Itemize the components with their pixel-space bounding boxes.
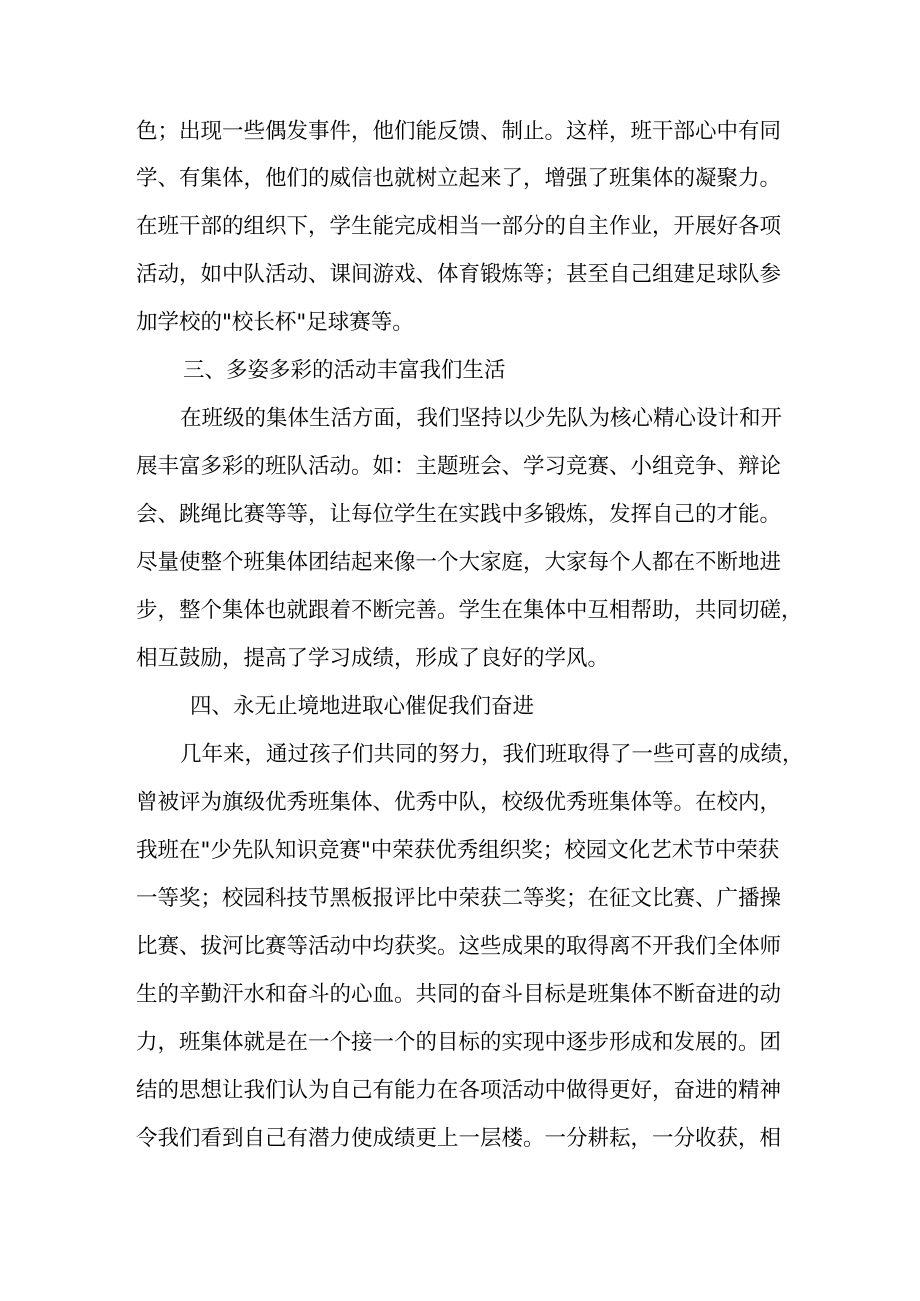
text-line: 令我们看到自己有潜力使成绩更上一层楼。一分耕耘，一分收获，相: [136, 1126, 782, 1151]
text-line: 活动，如中队活动、课间游戏、体育锻炼等；甚至自己组建足球队参: [136, 262, 782, 287]
text-line: 曾被评为旗级优秀班集体、优秀中队，校级优秀班集体等。在校内，: [136, 790, 782, 815]
text-line: 步，整个集体也就跟着不断完善。学生在集体中互相帮助，共同切磋，: [136, 598, 803, 623]
section-heading: 四、永无止境地进取心催促我们奋进: [190, 694, 535, 719]
text-line: 一等奖；校园科技节黑板报评比中荣获二等奖；在征文比赛、广播操: [136, 886, 782, 911]
text-line: 比赛、拔河比赛等活动中均获奖。这些成果的取得离不开我们全体师: [136, 934, 782, 959]
text-line: 学、有集体，他们的威信也就树立起来了，增强了班集体的凝聚力。: [136, 166, 782, 191]
text-line: 我班在"少先队知识竞赛"中荣获优秀组织奖；校园文化艺术节中荣获: [136, 838, 780, 863]
text-line: 相互鼓励，提高了学习成绩，形成了良好的学风。: [136, 646, 610, 671]
text-line: 力，班集体就是在一个接一个的目标的实现中逐步形成和发展的。团: [136, 1030, 782, 1055]
text-line: 色；出现一些偶发事件，他们能反馈、制止。这样，班干部心中有同: [136, 119, 782, 144]
section-heading: 三、多姿多彩的活动丰富我们生活: [183, 358, 506, 383]
text-line: 会、跳绳比赛等等，让每位学生在实践中多锻炼，发挥自己的才能。: [136, 502, 782, 527]
text-line: 在班干部的组织下，学生能完成相当一部分的自主作业，开展好各项: [136, 214, 782, 239]
text-line: 生的辛勤汗水和奋斗的心血。共同的奋斗目标是班集体不断奋进的动: [136, 982, 782, 1007]
text-line: 在班级的集体生活方面，我们坚持以少先队为核心精心设计和开: [180, 406, 783, 431]
text-line: 展丰富多彩的班队活动。如：主题班会、学习竞赛、小组竞争、辩论: [136, 454, 782, 479]
text-line: 尽量使整个班集体团结起来像一个大家庭，大家每个人都在不断地进: [136, 550, 782, 575]
text-line: 加学校的"校长杯"足球赛等。: [136, 310, 414, 335]
text-line: 几年来，通过孩子们共同的努力，我们班取得了一些可喜的成绩，: [180, 742, 804, 767]
text-line: 结的思想让我们认为自己有能力在各项活动中做得更好，奋进的精神: [136, 1078, 782, 1103]
